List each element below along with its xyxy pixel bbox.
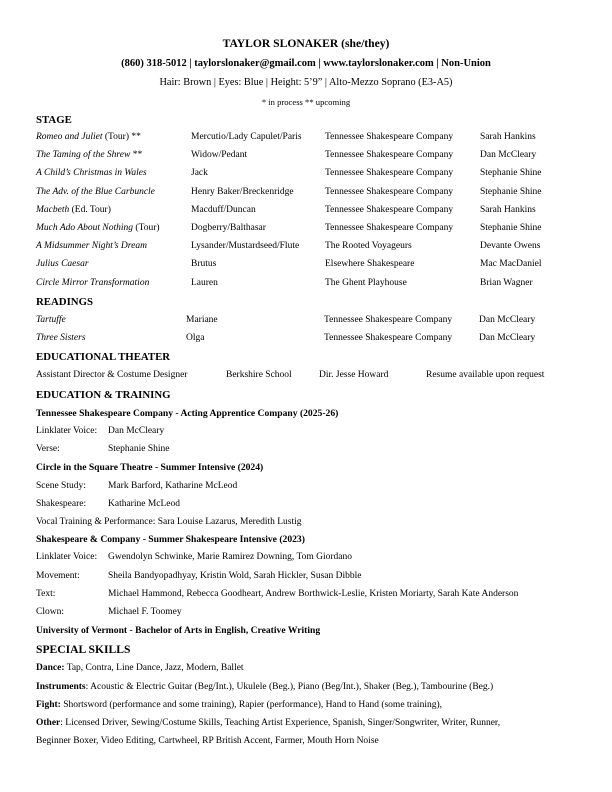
credit-show [36,205,111,215]
uvm-degree: University of Vermont - Bachelor of Arts in English, Creative Writing [36,625,321,636]
sandco-clown-label: Clown: [36,607,64,617]
credit-role: Henry Baker/Breckenridge [191,186,294,197]
legend-line: * in process ** upcoming [261,97,351,107]
credit-title: A Midsummer Night’s Dream [36,241,147,252]
contact-line: (860) 318-5012 | taylorslonaker@gmail.com | www.taylorslonaker.com | Non-Union [121,58,491,69]
skills-dance [36,663,244,673]
credit-company: Elsewhere Shakespeare [325,259,415,270]
reading-director: Dan McCleary [479,315,536,325]
reading-role: Mariane [186,315,218,325]
credit-show [36,187,155,197]
skills-instruments [36,682,493,692]
reading-role: Olga [186,333,205,344]
stage-credit-row [0,187,612,201]
stage-credit-row [0,241,612,255]
csq-shakes-value: Katharine McLeod [108,499,181,509]
tsc-linklater-label: Linklater Voice: [36,426,98,436]
tsc-linklater-value: Dan McCleary [108,426,165,436]
readings-heading: READINGS [36,296,93,308]
skills-fight-label: Fight: [36,700,61,710]
credit-show [36,132,141,142]
credit-title: Much Ado About Nothing [36,223,134,233]
csq-shakes-label: Shakespeare: [36,499,87,509]
credit-role: Macduff/Duncan [191,204,256,215]
credit-show [36,259,89,269]
credit-company: Tennessee Shakespeare Company [325,186,454,197]
credit-title: The Taming of the Shrew [36,150,131,161]
resume-name: TAYLOR SLONAKER (she/they) [222,37,390,50]
credit-director: Mac MacDaniel [480,259,542,270]
credit-director: Stephanie Shine [480,223,542,233]
credit-company: Tennessee Shakespeare Company [325,150,454,161]
sandco-title: Shakespeare & Company - Summer Shakespeare Intensive (2023) [36,534,305,545]
credit-title-note: (Tour) [133,223,160,233]
stats-line: Hair: Brown | Eyes: Blue | Height: 5’9” | Alto-Mezzo Soprano (E3-A5) [159,77,453,88]
tsc-title: Tennessee Shakespeare Company - Acting Apprentice Company (2025-26) [36,408,339,419]
credit-role: Lauren [191,277,218,288]
educational-row [0,370,612,384]
credit-show [36,168,147,178]
stage-credit-row [0,205,612,219]
csq-scene-value: Mark Barford, Katharine McLeod [108,481,238,491]
skills-heading: SPECIAL SKILLS [36,643,131,656]
credit-title-note: ** [130,150,143,161]
credit-director: Sarah Hankins [480,204,536,215]
skills-other-value: : Licensed Driver, Sewing/Costume Skills, Teaching Artist Experience, Spanish, Singer/Songwriter, Writer, Runner, [60,718,501,728]
educational-school: Berkshire School [226,370,292,380]
sandco-movement-label: Movement: [36,571,80,581]
stage-credit-row [0,223,612,237]
reading-director: Dan McCleary [479,333,536,344]
credit-title: Circle Mirror Transformation [36,277,150,288]
credit-title-note: (Tour) ** [102,132,141,142]
credit-role: Lysander/Mustardseed/Flute [191,241,300,252]
credit-show [36,241,147,251]
credit-role: Brutus [191,259,217,270]
training-heading: EDUCATION & TRAINING [36,389,171,401]
credit-company: The Ghent Playhouse [325,277,407,288]
skills-instruments-value: : Acoustic & Electric Guitar (Beg/Int.), Ukulele (Beg.), Piano (Beg/Int.), Shaker (Beg.), Tambourine (Beg.) [85,682,494,692]
reading-company: Tennessee Shakespeare Company [324,315,453,325]
csq-vocal: Vocal Training & Performance: Sara Louise Lazarus, Meredith Lustig [36,517,302,527]
educational-role: Assistant Director & Costume Designer [36,370,188,380]
credit-title: Romeo and Juliet [36,132,103,142]
stage-credit-row [0,132,612,146]
credit-company: Tennessee Shakespeare Company [325,223,454,233]
credit-company: The Rooted Voyageurs [325,241,412,252]
reading-title: Tartuffe [36,315,66,325]
credit-show [36,223,160,233]
sandco-text-label: Text: [36,589,56,599]
tsc-verse-value: Stephanie Shine [108,444,170,454]
reading-credit-row [0,333,612,347]
credit-title: The Adv. of the Blue Carbuncle [36,186,155,197]
csq-title: Circle in the Square Theatre - Summer Intensive (2024) [36,462,264,473]
educational-note: Resume available upon request [426,370,545,380]
credit-role: Dogberry/Balthasar [191,223,266,233]
credit-role: Widow/Pedant [191,150,248,161]
skills-other-label: Other [36,718,61,728]
credit-director: Stephanie Shine [480,186,542,197]
skills-other [36,718,500,728]
sandco-movement-value: Sheila Bandyopadhyay, Kristin Wold, Sarah Hickler, Susan Dibble [108,571,362,581]
credit-director: Dan McCleary [480,150,537,161]
skills-dance-label: Dance: [36,663,65,673]
stage-credit-row [0,259,612,273]
credit-director: Sarah Hankins [480,132,536,142]
credit-role: Jack [191,168,208,179]
reading-credit-row [0,315,612,329]
sandco-linklater-label: Linklater Voice: [36,552,98,562]
credit-director: Stephanie Shine [480,168,542,179]
credit-role: Mercutio/Lady Capulet/Paris [191,132,302,142]
stage-credit-row [0,278,612,292]
skills-instruments-label: Instruments [36,682,86,692]
stage-credit-row [0,150,612,164]
credit-director: Devante Owens [480,241,541,252]
educational-heading: EDUCATIONAL THEATER [36,351,171,363]
skills-dance-value: Tap, Contra, Line Dance, Jazz, Modern, Ballet [64,663,244,673]
credit-title: Macbeth [36,204,70,215]
reading-company: Tennessee Shakespeare Company [324,333,453,344]
credit-title-note: (Ed. Tour) [69,204,111,215]
stage-heading: STAGE [36,114,72,126]
skills-fight-value: Shortsword (performance and some training), Rapier (performance), Hand to Hand (some training), [60,700,443,710]
credit-director: Brian Wagner [480,277,533,288]
sandco-text-value: Michael Hammond, Rebecca Goodheart, Andrew Borthwick-Leslie, Kristen Moriarty, Sarah Kate Anderson [108,589,519,599]
credit-show [36,150,142,160]
credit-show [36,278,149,288]
credit-company: Tennessee Shakespeare Company [325,204,454,215]
skills-fight [36,700,442,710]
skills-other-continued: Beginner Boxer, Video Editing, Cartwheel, RP British Accent, Farmer, Mouth Horn Noise [36,736,379,746]
sandco-clown-value: Michael F. Toomey [108,607,182,617]
reading-title: Three Sisters [36,333,86,344]
stage-credit-row [0,168,612,182]
credit-company: Tennessee Shakespeare Company [325,168,454,179]
credit-title: A Child’s Christmas in Wales [36,168,147,179]
credit-title: Julius Caesar [36,259,89,270]
credit-company: Tennessee Shakespeare Company [325,132,454,142]
tsc-verse-label: Verse: [36,444,60,454]
educational-director: Dir. Jesse Howard [319,370,389,380]
csq-scene-label: Scene Study: [36,481,86,491]
sandco-linklater-value: Gwendolyn Schwinke, Marie Ramirez Downing, Tom Giordano [108,552,353,562]
